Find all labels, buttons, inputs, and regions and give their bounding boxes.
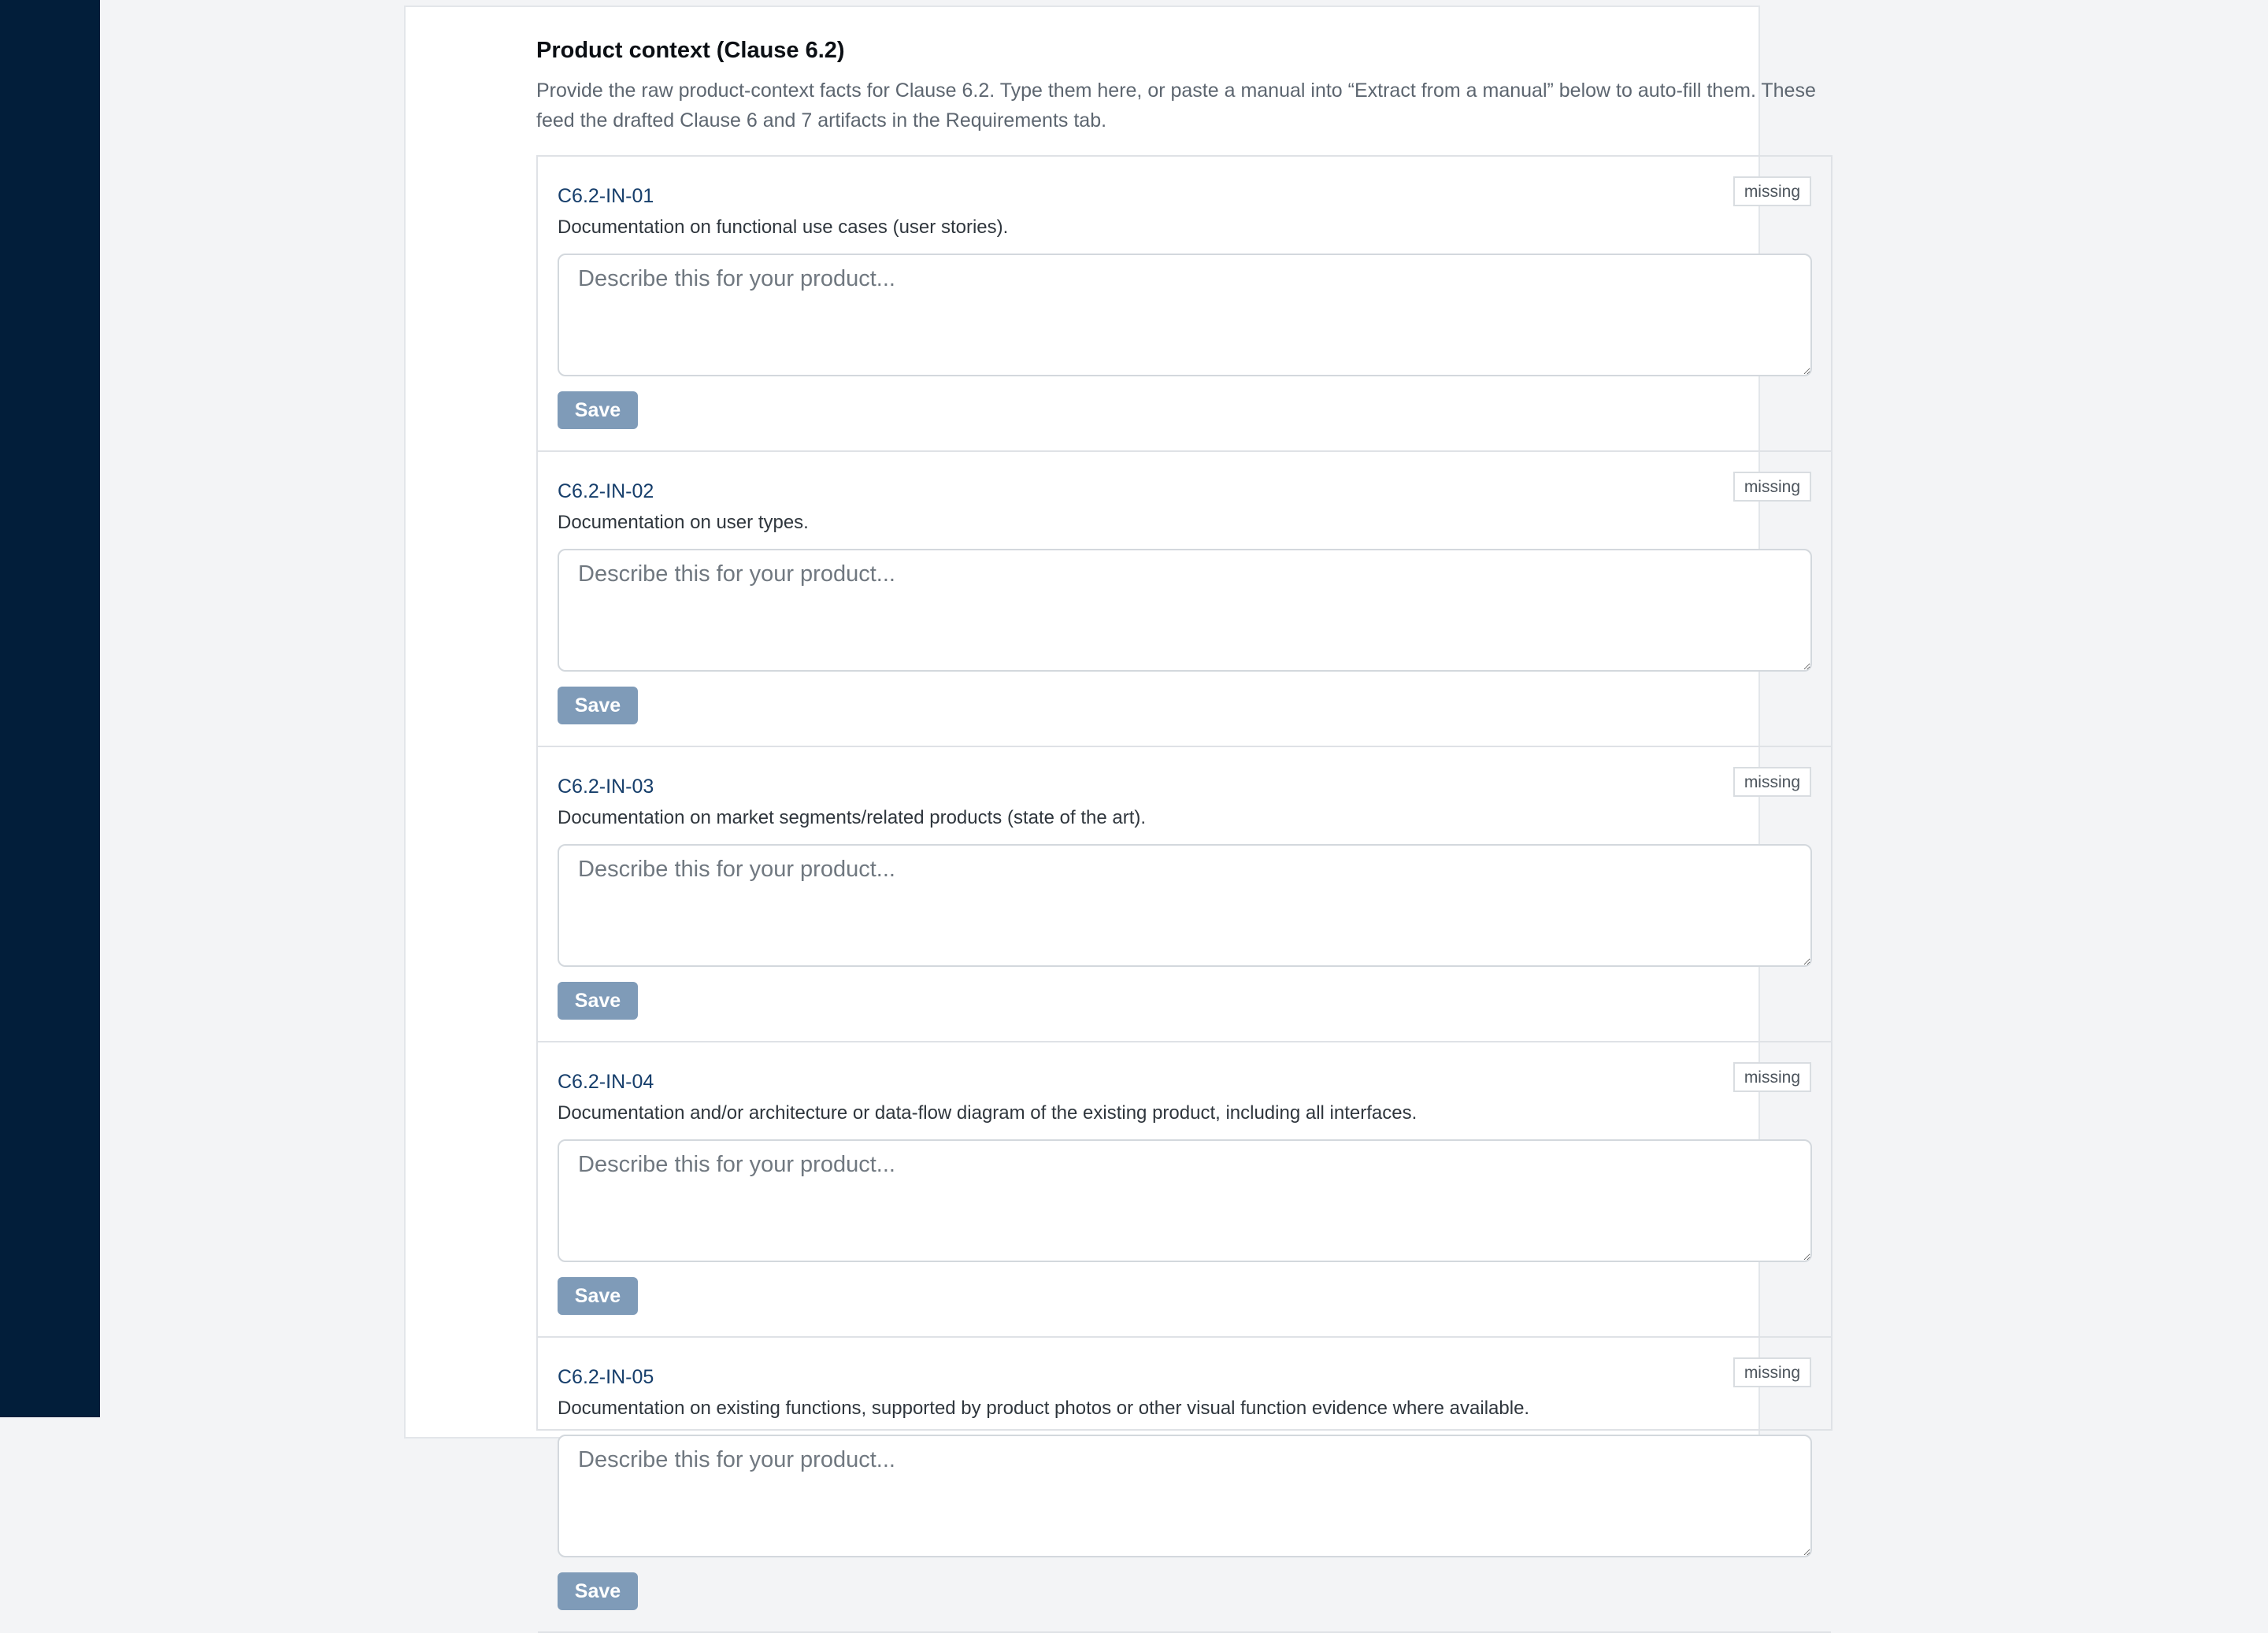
item-description: Documentation on user types. xyxy=(558,512,809,533)
status-badge: missing xyxy=(1733,1357,1811,1387)
save-button[interactable]: Save xyxy=(558,687,638,724)
item-description: Documentation on existing functions, supported by product photos or other visual function evidence where available. xyxy=(558,1398,1530,1419)
item-answer-textarea[interactable] xyxy=(558,844,1812,967)
item-id: C6.2-IN-04 xyxy=(558,1071,654,1093)
product-context-items xyxy=(536,155,1833,1602)
item-description: Documentation on market segments/related products (state of the art). xyxy=(558,807,1147,828)
status-badge: missing xyxy=(1733,176,1811,206)
item-answer-textarea[interactable] xyxy=(558,254,1812,376)
item-id: C6.2-IN-03 xyxy=(558,776,654,798)
item-answer-textarea[interactable] xyxy=(558,1435,1812,1557)
product-context-item xyxy=(538,1042,1831,1338)
status-badge: missing xyxy=(1733,472,1811,502)
item-id: C6.2-IN-05 xyxy=(558,1366,654,1388)
product-context-item xyxy=(538,452,1831,747)
sidebar xyxy=(0,0,100,1417)
save-button[interactable]: Save xyxy=(558,1572,638,1610)
item-description: Documentation on functional use cases (user stories). xyxy=(558,217,1009,238)
item-description: Documentation and/or architecture or data-flow diagram of the existing product, including all interfaces. xyxy=(558,1102,1418,1124)
section-title: Product context (Clause 6.2) xyxy=(536,38,845,63)
item-id: C6.2-IN-01 xyxy=(558,185,654,207)
status-badge: missing xyxy=(1733,767,1811,797)
product-context-item xyxy=(538,157,1831,452)
item-answer-textarea[interactable] xyxy=(558,1139,1812,1262)
item-id: C6.2-IN-02 xyxy=(558,480,654,502)
status-badge: missing xyxy=(1733,1062,1811,1092)
save-button[interactable]: Save xyxy=(558,1277,638,1315)
item-answer-textarea[interactable] xyxy=(558,549,1812,672)
save-button[interactable]: Save xyxy=(558,391,638,429)
section-description: Provide the raw product-context facts for Clause 6.2. Type them here, or paste a manual into “Extract from a manual” below to auto-fill them. These feed the drafted Clause 6 and 7 artifacts in the Requirements tab. xyxy=(536,80,1816,131)
product-context-item xyxy=(538,747,1831,1042)
product-context-item xyxy=(538,1338,1831,1633)
save-button[interactable]: Save xyxy=(558,982,638,1020)
